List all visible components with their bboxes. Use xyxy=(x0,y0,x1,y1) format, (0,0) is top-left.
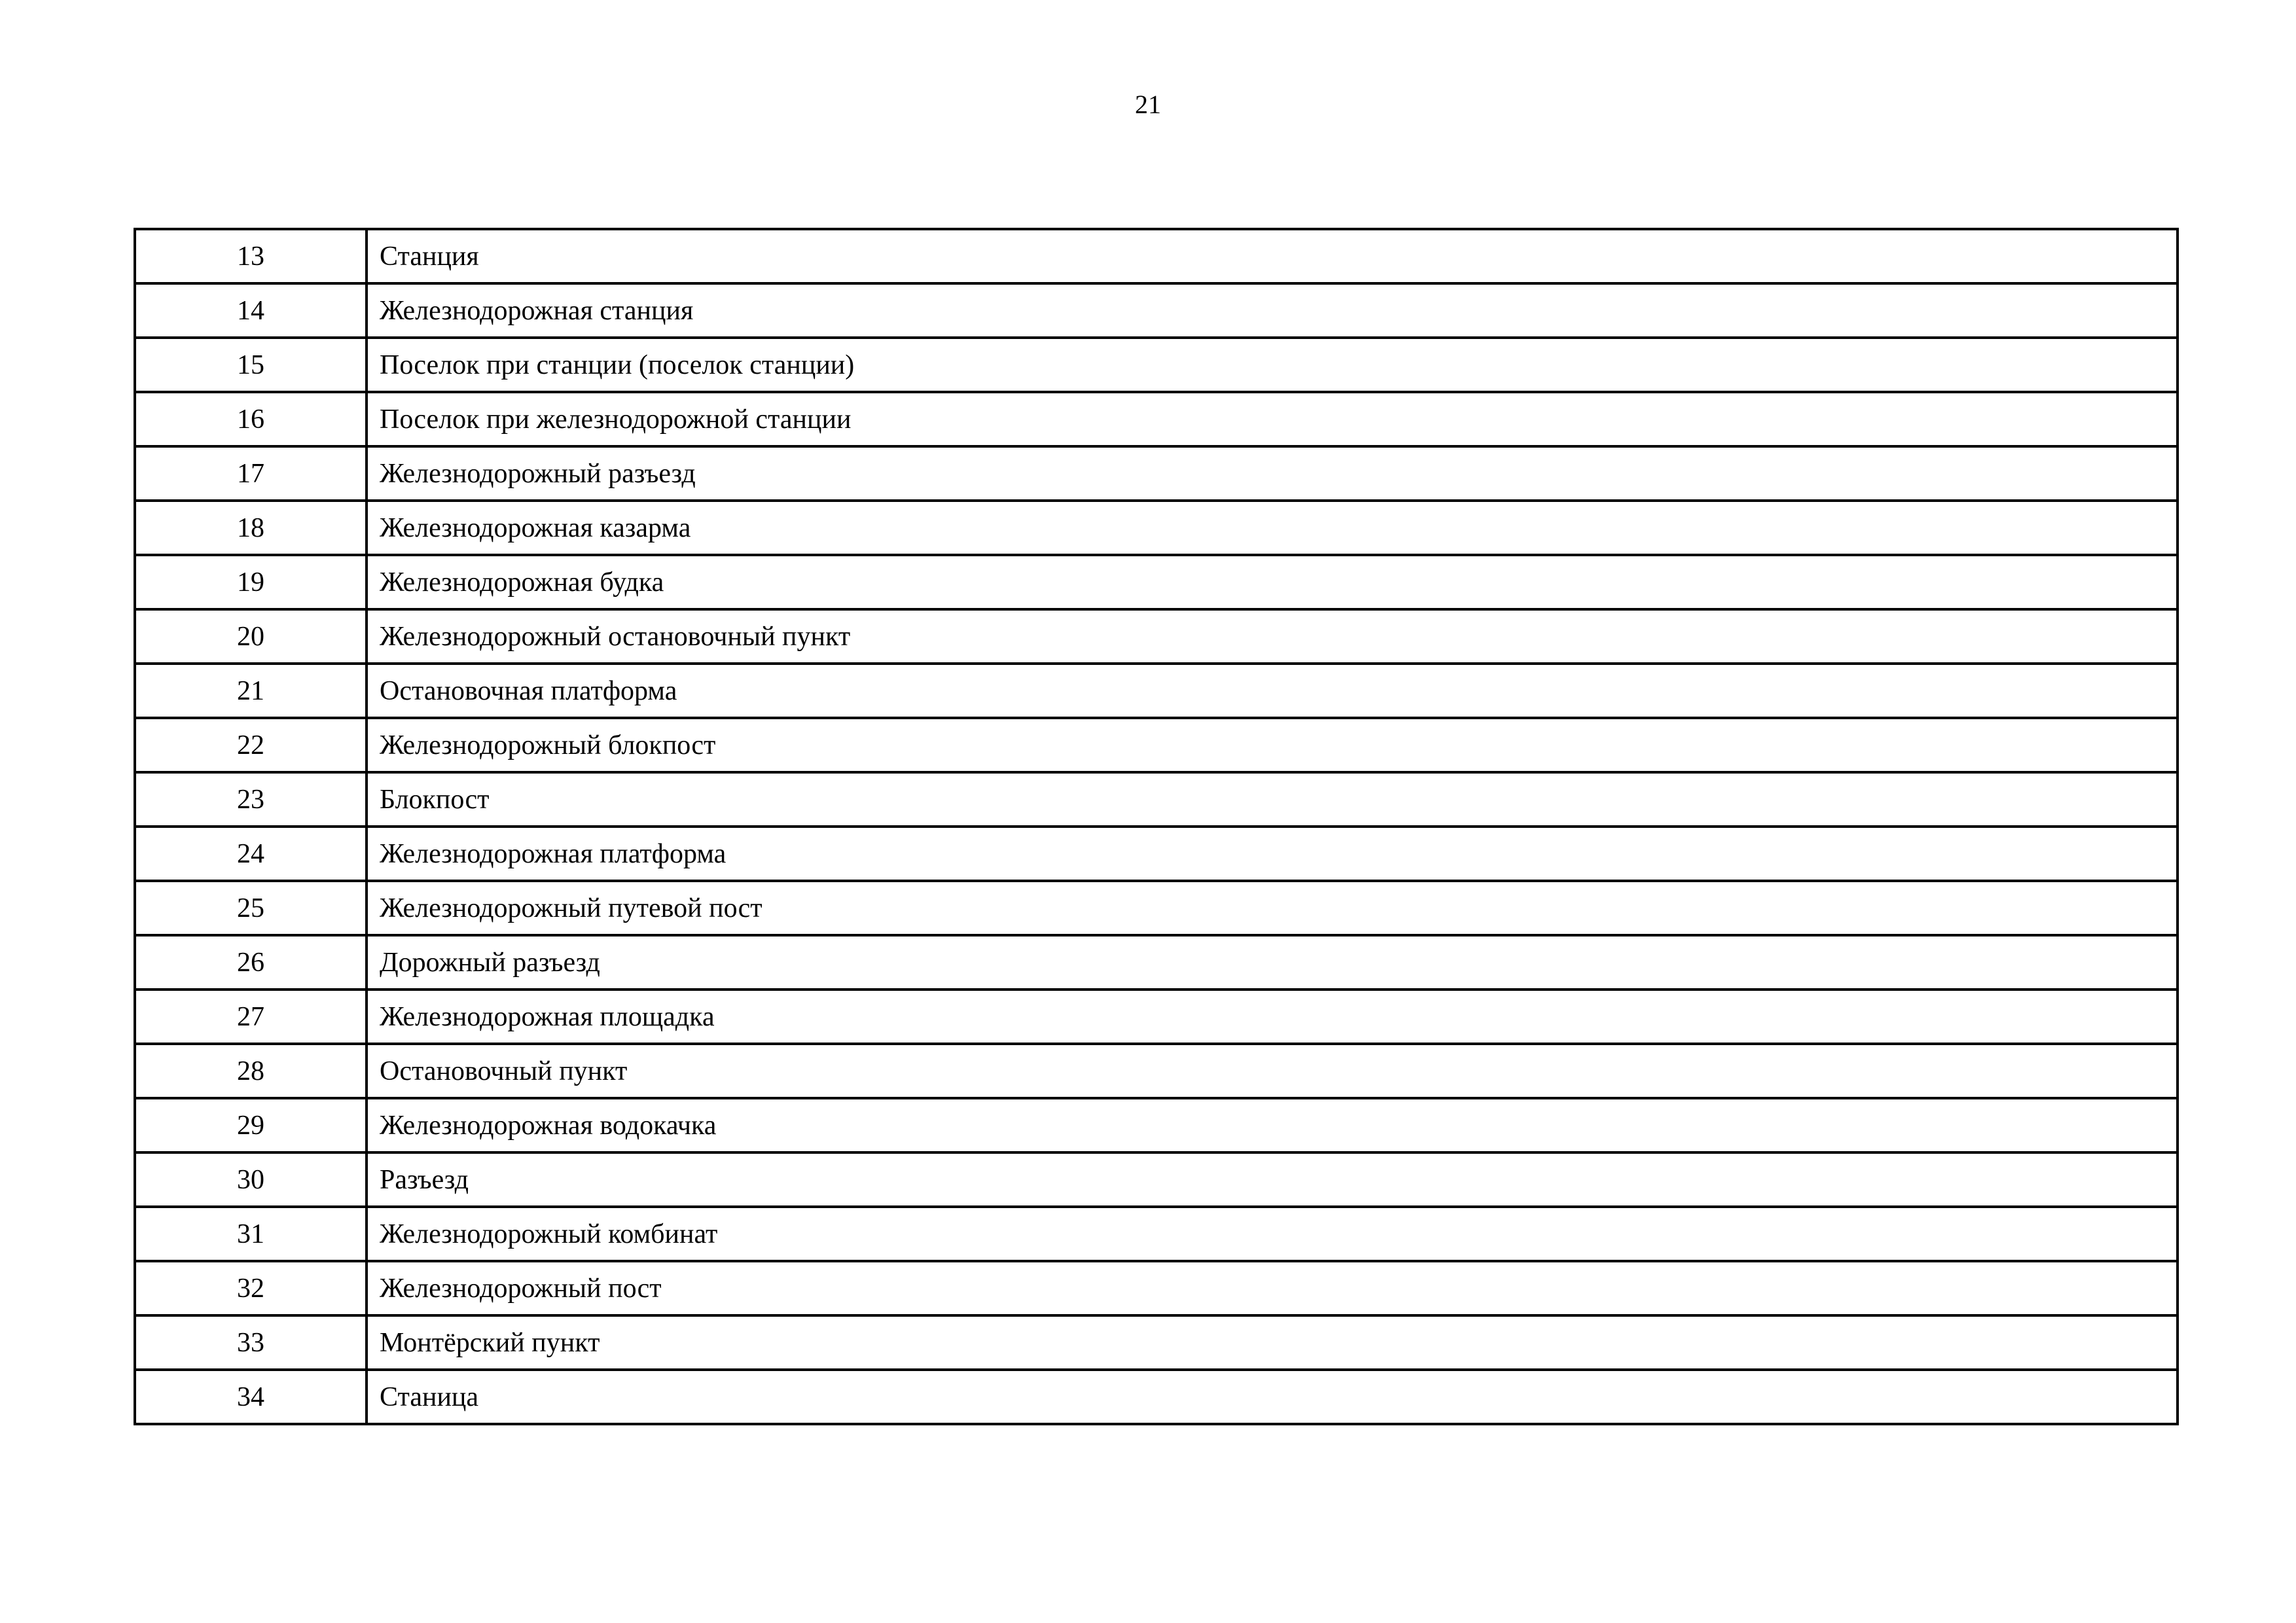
row-name-cell: Железнодорожный разъезд xyxy=(367,446,2178,501)
row-name-cell: Железнодорожная будка xyxy=(367,555,2178,609)
row-name-cell: Железнодорожный комбинат xyxy=(367,1207,2178,1261)
page-number: 21 xyxy=(1135,90,1161,119)
table-row xyxy=(135,1261,2178,1315)
row-name-cell: Железнодорожный блокпост xyxy=(367,718,2178,772)
row-number-cell: 15 xyxy=(135,338,367,392)
table-row xyxy=(135,1098,2178,1152)
row-name-cell: Железнодорожный пост xyxy=(367,1261,2178,1315)
row-number-cell: 31 xyxy=(135,1207,367,1261)
row-name-cell: Блокпост xyxy=(367,772,2178,827)
row-number-cell: 19 xyxy=(135,555,367,609)
settlement-type-table xyxy=(134,228,2179,1425)
table-row xyxy=(135,1044,2178,1098)
table-row xyxy=(135,446,2178,501)
table-row xyxy=(135,229,2178,283)
table-row xyxy=(135,990,2178,1044)
table-row xyxy=(135,827,2178,881)
table-container xyxy=(134,228,2179,1425)
row-number-cell: 28 xyxy=(135,1044,367,1098)
row-number-cell: 24 xyxy=(135,827,367,881)
row-name-cell: Дорожный разъезд xyxy=(367,935,2178,990)
table-row xyxy=(135,1370,2178,1424)
row-number-cell: 23 xyxy=(135,772,367,827)
row-name-cell: Остановочный пункт xyxy=(367,1044,2178,1098)
row-number-cell: 27 xyxy=(135,990,367,1044)
row-name-cell: Поселок при железнодорожной станции xyxy=(367,392,2178,446)
table-row xyxy=(135,718,2178,772)
row-number-cell: 32 xyxy=(135,1261,367,1315)
table-row xyxy=(135,881,2178,935)
row-name-cell: Железнодорожная водокачка xyxy=(367,1098,2178,1152)
table-row xyxy=(135,1207,2178,1261)
table-row xyxy=(135,609,2178,664)
row-name-cell: Железнодорожный остановочный пункт xyxy=(367,609,2178,664)
row-name-cell: Железнодорожная станция xyxy=(367,283,2178,338)
row-number-cell: 33 xyxy=(135,1315,367,1370)
row-number-cell: 16 xyxy=(135,392,367,446)
table-row xyxy=(135,501,2178,555)
row-number-cell: 13 xyxy=(135,229,367,283)
row-name-cell: Железнодорожная площадка xyxy=(367,990,2178,1044)
row-number-cell: 14 xyxy=(135,283,367,338)
row-number-cell: 34 xyxy=(135,1370,367,1424)
table-row xyxy=(135,1152,2178,1207)
table-row xyxy=(135,392,2178,446)
row-number-cell: 30 xyxy=(135,1152,367,1207)
row-number-cell: 18 xyxy=(135,501,367,555)
row-name-cell: Разъезд xyxy=(367,1152,2178,1207)
row-number-cell: 26 xyxy=(135,935,367,990)
row-name-cell: Поселок при станции (поселок станции) xyxy=(367,338,2178,392)
table-row xyxy=(135,555,2178,609)
row-number-cell: 20 xyxy=(135,609,367,664)
row-name-cell: Станция xyxy=(367,229,2178,283)
row-name-cell: Станица xyxy=(367,1370,2178,1424)
row-name-cell: Остановочная платформа xyxy=(367,664,2178,718)
table-row xyxy=(135,338,2178,392)
row-name-cell: Железнодорожная казарма xyxy=(367,501,2178,555)
table-body xyxy=(135,229,2178,1424)
table-row xyxy=(135,664,2178,718)
table-row xyxy=(135,935,2178,990)
table-row xyxy=(135,1315,2178,1370)
row-number-cell: 17 xyxy=(135,446,367,501)
row-number-cell: 25 xyxy=(135,881,367,935)
row-number-cell: 22 xyxy=(135,718,367,772)
table-row xyxy=(135,772,2178,827)
row-number-cell: 29 xyxy=(135,1098,367,1152)
row-number-cell: 21 xyxy=(135,664,367,718)
table-row xyxy=(135,283,2178,338)
row-name-cell: Железнодорожная платформа xyxy=(367,827,2178,881)
row-name-cell: Монтёрский пункт xyxy=(367,1315,2178,1370)
row-name-cell: Железнодорожный путевой пост xyxy=(367,881,2178,935)
